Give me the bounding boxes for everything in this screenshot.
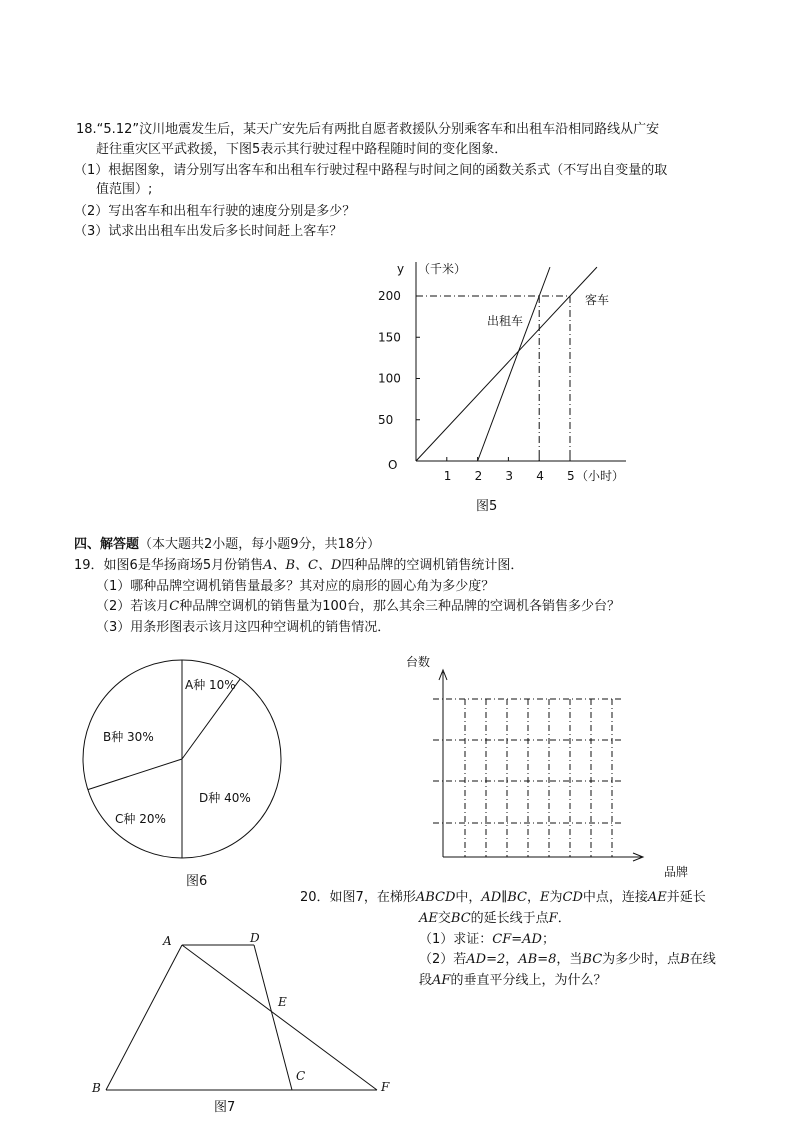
q20-l2-f: ．	[557, 911, 571, 926]
figure6-caption: 图6	[186, 874, 208, 889]
q20-p2-d: AB=8	[518, 952, 557, 967]
q20-p2-f: BC	[582, 952, 603, 967]
section4-note: （本大题共2小题，每小题9分，共18分）	[139, 537, 381, 552]
q20-l2-d: 的延长线于点	[470, 911, 549, 926]
y-tick-label-100: 100	[378, 371, 401, 386]
q19-brands: A、B、C、D	[263, 558, 342, 573]
q20-text-b: ABCD	[415, 890, 456, 905]
q20-text-j: AE	[647, 890, 667, 905]
grid-x-label: 品牌	[664, 865, 689, 879]
segment-AB	[106, 945, 182, 1090]
q20-text-a: 20．如图7，在梯形	[300, 890, 416, 905]
slice-label-B: B种 30%	[103, 730, 154, 744]
q20-text-g: 为	[549, 890, 563, 905]
y-tick-label-200: 200	[378, 289, 401, 303]
q18-line2: 赶往重灾区平武救援，下图5表示其行驶过程中路程随时间的变化图象．	[96, 142, 508, 157]
taxi-line-label: 出租车	[487, 314, 524, 328]
q20-p2-b: AD=2	[466, 952, 506, 967]
segment-DC	[254, 945, 292, 1090]
q20-p2-h: B	[680, 952, 690, 967]
q20-p2-i: 在线	[689, 952, 716, 967]
x-tick-label-3: 3	[505, 469, 514, 483]
q19-part2b: 种品牌空调机的销售量为100台，那么其余三种品牌的空调机各销售多少台？	[179, 599, 621, 614]
figure7-caption: 图7	[214, 1100, 236, 1115]
q20-text-f: E	[539, 890, 550, 905]
q19-part3: （3）用条形图表示该月这四种空调机的销售情况．	[96, 620, 391, 635]
point-D-label: D	[250, 931, 260, 945]
point-A-label: A	[163, 934, 172, 948]
q20-l2-a: AE	[419, 911, 438, 926]
q18-part1b: 值范围）;	[96, 182, 153, 197]
x-tick-label-5: 5	[567, 469, 575, 483]
point-B-label: B	[92, 1081, 101, 1095]
q20-p1-c: ；	[541, 932, 555, 947]
q20-text-e: ，	[526, 890, 540, 905]
q20-text-k: 并延长	[666, 890, 706, 905]
y-tick-label-150: 150	[378, 330, 401, 345]
bus-line-label: 客车	[585, 293, 610, 307]
q20-l2-c: BC	[450, 911, 471, 926]
x-tick-label-1: 1	[443, 469, 452, 483]
point-E-label: E	[278, 995, 287, 1009]
q20-l2-e: F	[548, 911, 558, 926]
point-C-label: C	[296, 1069, 306, 1083]
x-tick-label-2: 2	[474, 469, 483, 483]
q20-p2-e: ，当	[556, 952, 583, 967]
segment-AF	[182, 945, 377, 1090]
q19-part1: （1）哪种品牌空调机销售量最多？其对应的扇形的圆心角为多少度？	[96, 579, 495, 594]
figure5-caption: 图5	[476, 499, 498, 514]
q19-part2c: C	[169, 599, 180, 614]
y-tick-label-50: 50	[378, 412, 394, 427]
q20-text-h: CD	[562, 890, 583, 905]
q19-part2a: （2）若该月	[96, 599, 170, 614]
q18-part3: （3）试求出出租车出发后多长时间赶上客车？	[74, 224, 343, 239]
q20-p1-b: CF=AD	[492, 932, 542, 947]
q20-p1-a: （1）求证：	[419, 932, 493, 947]
point-F-label: F	[381, 1080, 390, 1094]
q20-p2-c: ，	[505, 952, 519, 967]
q18-part1a: （1）根据图象，请分别写出客车和出租车行驶过程中路程与时间之间的函数关系式（不写出自变量的取	[74, 163, 668, 178]
q20-text-d: AD∥BC	[481, 890, 527, 905]
q20-p3-a: 段	[419, 973, 433, 988]
slice-label-A: A种 10%	[185, 678, 236, 692]
q19-num: 19．如图6是华扬商场5月份销售	[74, 558, 264, 573]
y-axis-unit: （千米）	[418, 262, 467, 276]
q20-l2-b: 交	[437, 911, 451, 926]
q20-p2-g: 为多少时，点	[602, 952, 681, 967]
q19-rest: 四种品牌的空调机销售统计图．	[341, 558, 524, 573]
origin-label: O	[388, 458, 398, 472]
q18-line1: 18.“5.12”汶川地震发生后，某天广安先后有两批自愿者救援队分别乘客车和出租车沿相同路线从广安	[76, 122, 660, 137]
slice-label-C: C种 20%	[115, 812, 166, 826]
q20-p3-b: AF	[432, 973, 451, 988]
x-axis-unit: （小时）	[576, 469, 625, 483]
q20-text-c: 中，	[455, 890, 482, 905]
q20-p2-a: （2）若	[419, 952, 467, 967]
y-axis-label: y	[397, 262, 405, 276]
x-tick-label-4: 4	[536, 469, 544, 483]
q20-text-i: 中点，连接	[582, 890, 648, 905]
section4-title: 四、解答题	[74, 537, 140, 552]
slice-label-D: D种 40%	[199, 791, 251, 805]
grid-y-label: 台数	[406, 655, 431, 669]
q20-p3-c: 的垂直平分线上，为什么？	[450, 973, 607, 988]
q18-part2: （2）写出客车和出租车行驶的速度分别是多少？	[74, 204, 356, 219]
